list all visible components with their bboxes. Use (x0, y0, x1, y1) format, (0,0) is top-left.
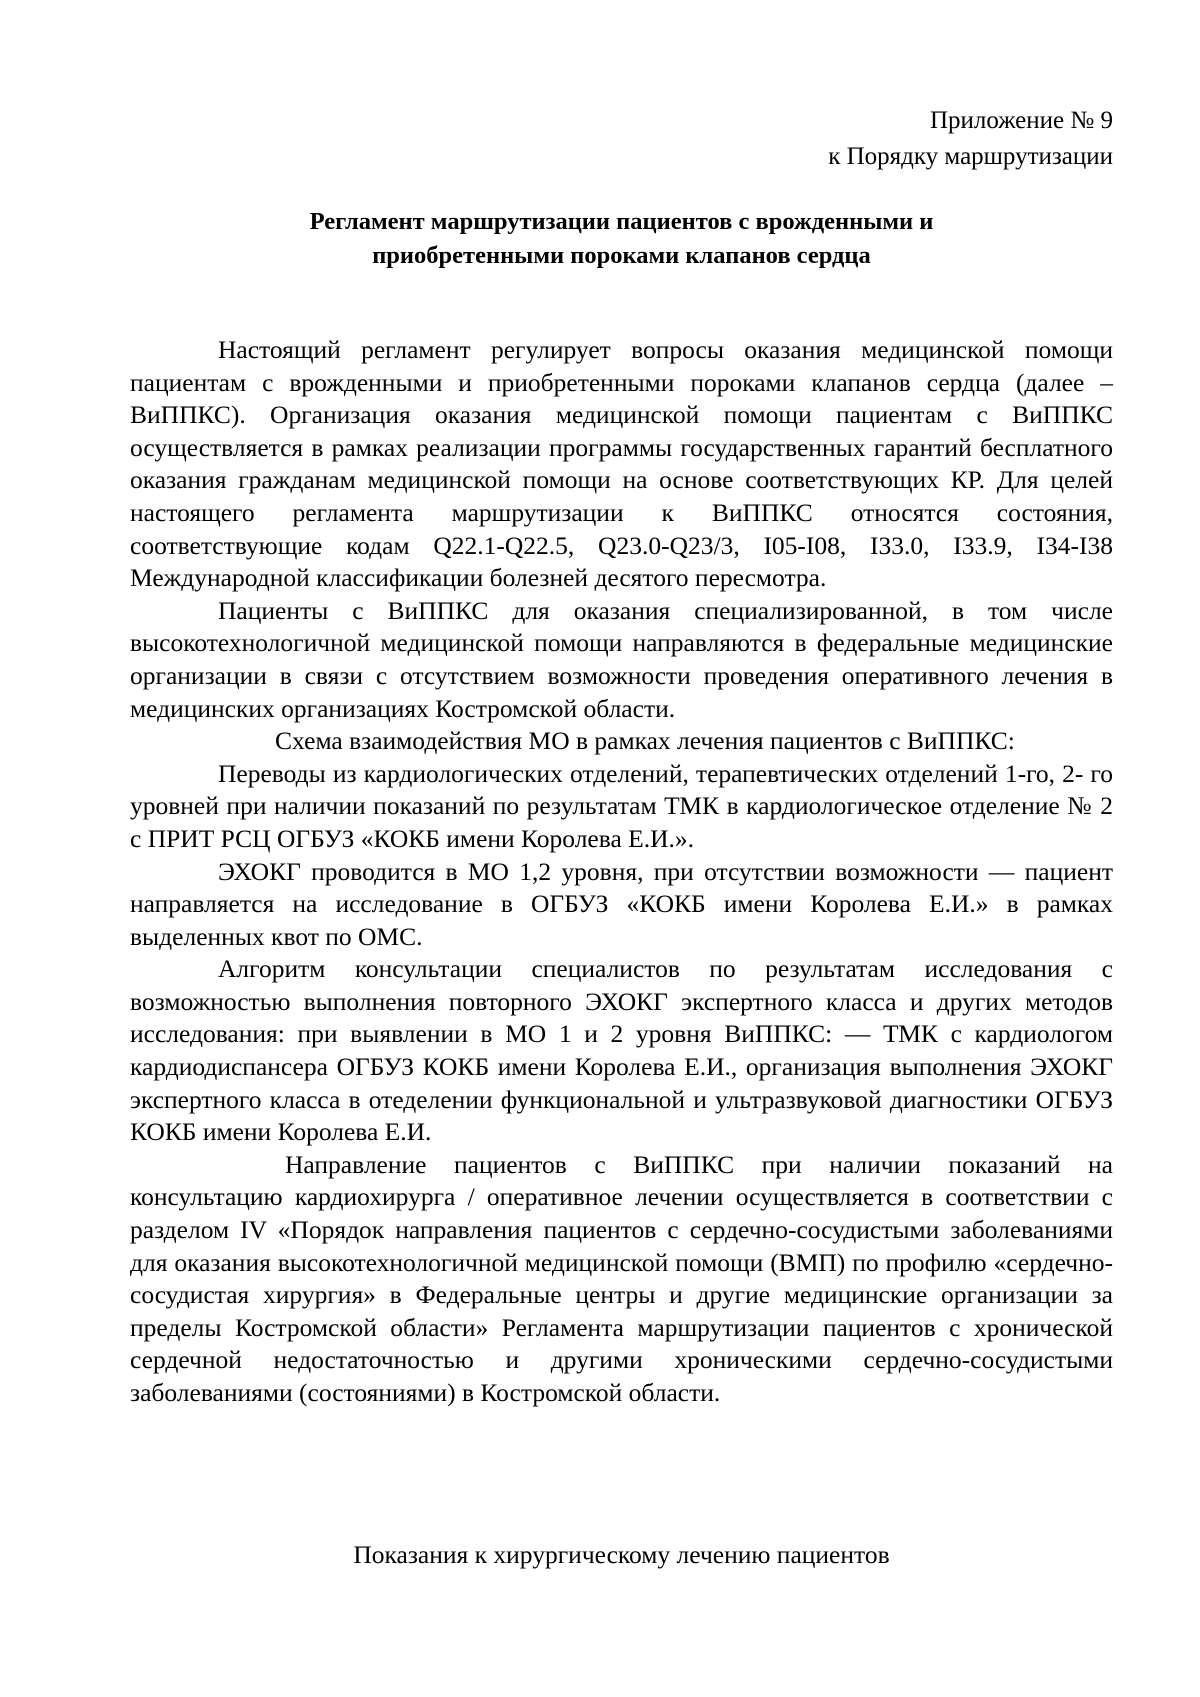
paragraph-federal-referral: Пациенты с ВиППКС для оказания специализированной, в том числе высокотехнологичной медицинской помощи направляются в федеральные медицинские организации в связи с отсутствием возможности проведения оперативного лечения в медицинских организациях Костромской области. (130, 595, 1113, 723)
section-heading-indications: Показания к хирургическому лечению пациентов (353, 1540, 890, 1569)
title-line-2: приобретенными пороками клапанов сердца (372, 242, 871, 269)
paragraph-transfers: Переводы из кардиологических отделений, терапевтических отделений 1-го, 2- го уровней при наличии показаний по результатам ТМК в кардиологическое отделение № 2 с ПРИТ РСЦ ОГБУЗ «КОКБ имени Королева Е.И.». (130, 758, 1113, 853)
document-page (130, 0, 1113, 1697)
paragraph-echo: ЭХОКГ проводится в МО 1,2 уровня, при отсутствии возможности — пациент направляется на исследование в ОГБУЗ «КОКБ имени Королева Е.И.» в рамках выделенных квот по ОМС. (130, 856, 1113, 951)
document-body (130, 334, 1113, 1410)
paragraph-surgery-referral: Направление пациентов с ВиППКС при наличии показаний на консультацию кардиохирурга / оперативное лечении осуществляется в соответствии с разделом IV «Порядок направления пациентов с сердечно-сосудистыми заболеваниями для оказания высокотехнологичной медицинской помощи (ВМП) по профилю «сердечно-сосудистая хирургия» в Федеральные центры и другие медицинские организации за пределы Костромской области» Регламента маршрутизации пациентов с хронической сердечной недостаточностью и другими хроническими сердечно-сосудистыми заболеваниями (состояниями) в Костромской области. (130, 1149, 1113, 1407)
paragraph-intro: Настоящий регламент регулирует вопросы оказания медицинской помощи пациентам с врожденными и приобретенными пороками клапанов сердца (далее – ВиППКС). Организация оказания медицинской помощи пациентам с ВиППКС осуществляется в рамках реализации программы государственных гарантий бесплатного оказания гражданам медицинской помощи на основе соответствующих КР. Для целей настоящего регламента маршрутизации к ВиППКС относятся состояния, соответствующие кодам Q22.1-Q22.5, Q23.0-Q23/3, I05-I08, I33.0, I33.9, I34-I38 Международной классификации болезней десятого пересмотра. (130, 335, 1113, 593)
appendix-reference (828, 103, 1113, 175)
paragraph-consultation-algorithm: Алгоритм консультации специалистов по результатам исследования с возможностью выполнения повторного ЭХОКГ экспертного класса и других методов исследования: при выявлении в МО 1 и 2 уровня ВиППКС: — ТМК с кардиологом кардиодиспансера ОГБУЗ КОКБ имени Королева Е.И., организация выполнения ЭХОКГ экспертного класса в отеделении функциональной и ультразвуковой диагностики ОГБУЗ КОКБ имени Королева Е.И. (130, 954, 1113, 1147)
appendix-number: Приложение № 9 (929, 107, 1113, 134)
paragraph-scheme-heading: Схема взаимодействия МО в рамках лечения пациентов с ВиППКС: (275, 726, 1015, 756)
title-line-1: Регламент маршрутизации пациентов с врожденными и (309, 208, 934, 235)
document-title (130, 205, 1113, 273)
appendix-subtitle: к Порядку маршрутизации (828, 143, 1113, 170)
